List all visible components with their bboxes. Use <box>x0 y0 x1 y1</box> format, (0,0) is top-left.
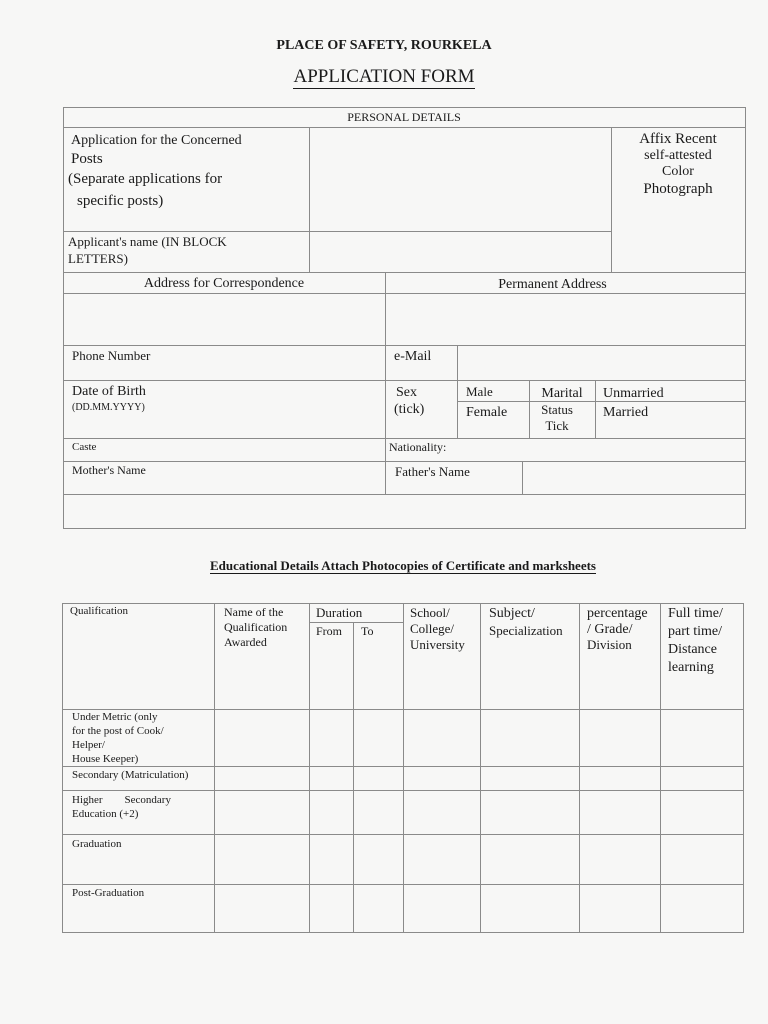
col-percentage-line1: percentage <box>587 606 648 621</box>
extra-notes-input[interactable] <box>64 495 744 527</box>
mother-name-label: Mother's Name <box>72 463 146 477</box>
row-higher-line1: Higher Secondary <box>72 794 171 806</box>
post-input[interactable] <box>310 128 610 230</box>
col-school-line1: School/ <box>410 605 450 620</box>
row-undermetric-line3: Helper/ <box>72 739 105 751</box>
col-qualification: Qualification <box>70 605 129 617</box>
row-undermetric-line1: Under Metric (only <box>72 711 158 723</box>
photo-label-line3: Color <box>662 164 694 180</box>
post-label-line4: specific posts) <box>77 193 164 209</box>
education-heading <box>0 559 768 574</box>
education-heading-text: Educational Details Attach Photocopies of Certificate and marksheets <box>210 558 596 573</box>
col-mode-line4: learning <box>668 660 714 675</box>
permanent-address-input[interactable] <box>386 294 744 344</box>
col-mode-line1: Full time/ <box>668 606 723 621</box>
col-duration: Duration <box>316 605 363 620</box>
row-undermetric-line4: House Keeper) <box>72 753 139 765</box>
applicant-name-input[interactable] <box>310 232 610 271</box>
col-school-line2: College/ <box>410 621 455 636</box>
permanent-address-label: Permanent Address <box>498 277 607 292</box>
dob-format-label: (DD.MM.YYYY) <box>72 402 145 413</box>
applicant-name-label-line2: LETTERS) <box>68 251 128 266</box>
father-name-label: Father's Name <box>395 464 470 479</box>
col-subject-line2: Specialization <box>489 623 563 638</box>
institution-title: PLACE OF SAFETY, ROURKELA <box>276 38 492 53</box>
married-option[interactable]: Married <box>603 405 649 420</box>
dob-label: Date of Birth <box>72 384 146 399</box>
father-name-input[interactable] <box>523 462 744 493</box>
col-percentage-line2: / Grade/ <box>587 622 633 637</box>
personal-details-heading: PERSONAL DETAILS <box>347 110 461 124</box>
unmarried-option[interactable]: Unmarried <box>603 386 664 401</box>
photo-label-line2: self-attested <box>644 148 712 164</box>
caste-label: Caste <box>72 441 97 453</box>
marital-label-line3: Tick <box>545 418 569 433</box>
col-percentage-line3: Division <box>587 637 632 652</box>
nationality-label: Nationality: <box>389 440 447 454</box>
col-name-line2: Qualification <box>224 620 288 634</box>
photo-label-line4: Photograph <box>643 181 713 198</box>
row-higher-line2: Education (+2) <box>72 808 139 820</box>
address-correspondence-label: Address for Correspondence <box>143 276 305 291</box>
applicant-name-label-line1: Applicant's name (IN BLOCK <box>68 234 227 249</box>
post-label-line2: Posts <box>71 151 103 167</box>
col-mode-line2: part time/ <box>668 624 723 639</box>
photo-placeholder <box>611 131 745 198</box>
male-option[interactable]: Male <box>466 384 493 399</box>
photo-label-line1: Affix Recent <box>639 131 717 147</box>
phone-label: Phone Number <box>72 348 151 363</box>
post-label-line3: (Separate applications for <box>68 171 223 187</box>
email-input[interactable] <box>458 346 744 379</box>
form-title-text: APPLICATION FORM <box>293 66 475 87</box>
marital-label-line2: Status <box>541 402 573 417</box>
sex-label: Sex <box>396 385 417 400</box>
marital-label-line1: Marital <box>541 386 583 401</box>
sex-tick-label: (tick) <box>394 402 425 417</box>
post-label-line1: Application for the Concerned <box>71 133 242 148</box>
col-to: To <box>361 624 374 638</box>
row-undermetric-line2: for the post of Cook/ <box>72 725 164 737</box>
row-postgrad: Post-Graduation <box>72 887 145 899</box>
col-name-line1: Name of the <box>224 605 284 619</box>
col-school-line3: University <box>410 637 465 652</box>
correspondence-address-input[interactable] <box>64 294 384 344</box>
col-from: From <box>316 624 343 638</box>
col-subject-line1: Subject/ <box>489 606 535 621</box>
col-name-line3: Awarded <box>224 635 267 649</box>
female-option[interactable]: Female <box>466 405 508 420</box>
row-secondary: Secondary (Matriculation) <box>72 769 189 781</box>
col-mode-line3: Distance <box>668 642 717 657</box>
email-label: e-Mail <box>394 349 432 364</box>
row-graduation: Graduation <box>72 838 122 850</box>
